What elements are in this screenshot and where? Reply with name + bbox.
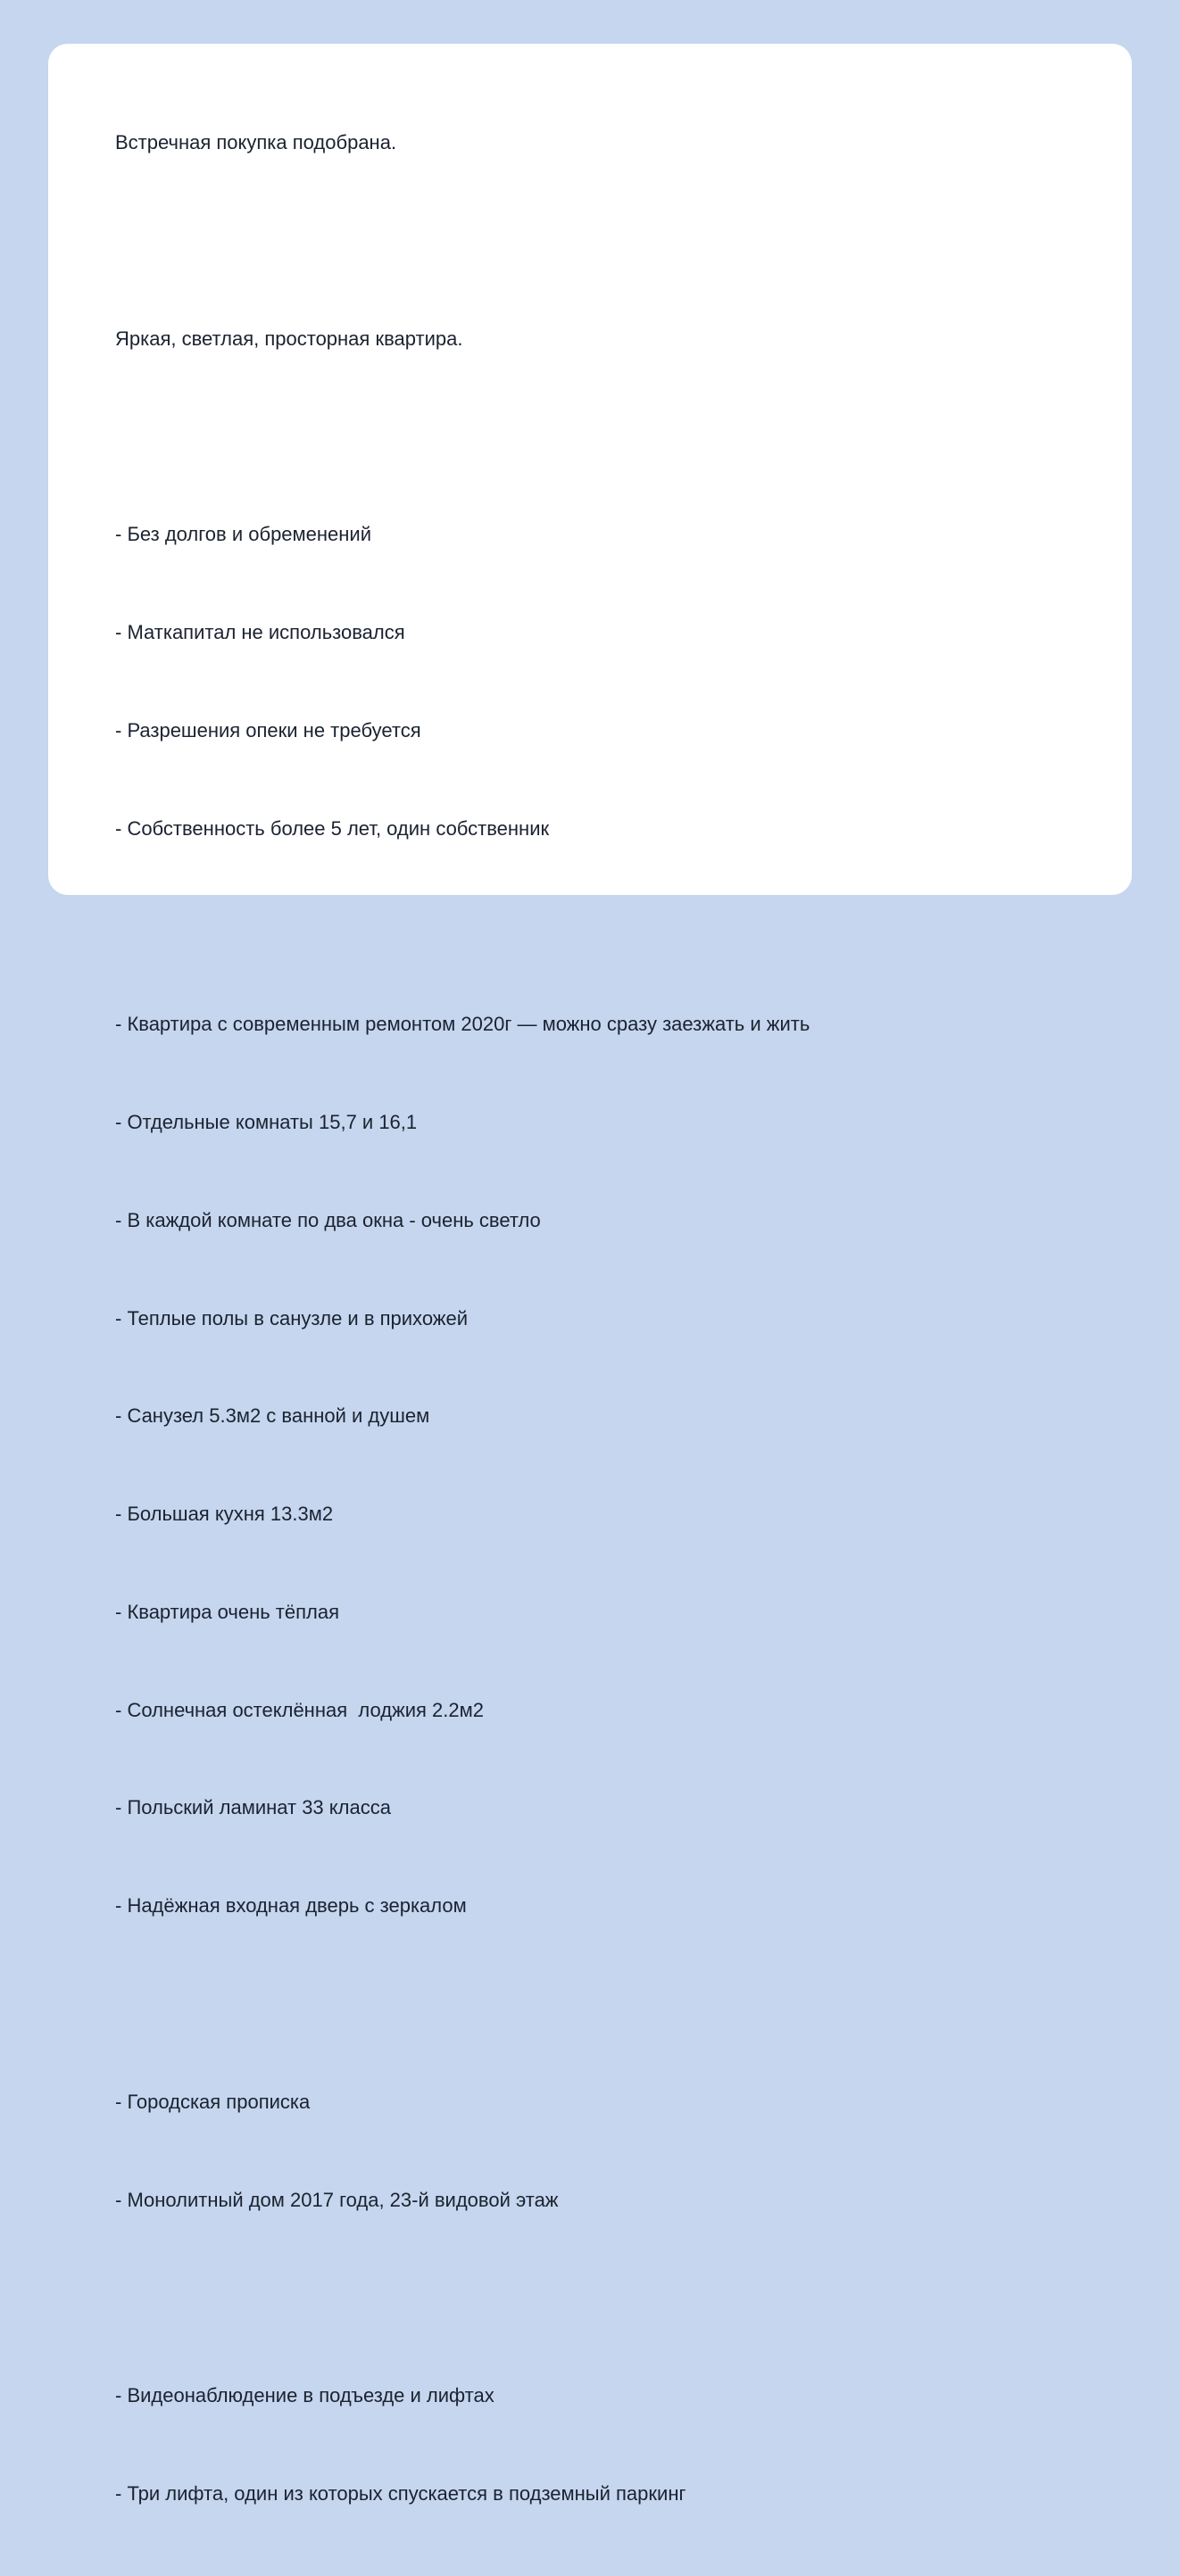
text-line: Встречная покупка подобрана. [115, 131, 397, 154]
list-item: - Квартира очень тёплая [115, 1600, 340, 1623]
list-item: - Квартира с современным ремонтом 2020г — можно сразу заезжать и жить [115, 1013, 810, 1036]
blank-line [115, 225, 1096, 258]
list-item: - Теплые полы в санузле и в прихожей [115, 1306, 469, 1329]
list-item: - Собственность более 5 лет, один собственник [115, 816, 550, 840]
list-item: - Без долгов и обременений [115, 523, 372, 546]
list-item: - Монолитный дом 2017 года, 23-й видовой этаж [115, 2188, 559, 2211]
blank-line [115, 2282, 1096, 2315]
list-item: - Солнечная остеклённая лоджия 2.2м2 [115, 1698, 485, 1721]
list-item: - Польский ламинат 33 класса [115, 1796, 391, 1819]
blank-line [115, 421, 1096, 454]
blank-line [115, 910, 1096, 943]
blank-line [115, 1988, 1096, 2021]
list-item: - Городская прописка [115, 2090, 311, 2113]
list-item: - Надёжная входная дверь с зеркалом [115, 1894, 467, 1918]
listing-description [115, 62, 1096, 2576]
list-item: - Маткапитал не использовался [115, 621, 405, 644]
list-item: - Санузел 5.3м2 с ванной и душем [115, 1404, 430, 1428]
list-item: - Отдельные комнаты 15,7 и 16,1 [115, 1111, 418, 1133]
list-item: - В каждой комнате по два окна - очень светло [115, 1208, 541, 1231]
list-item: - Три лифта, один из которых спускается в подземный паркинг [115, 2481, 686, 2505]
list-item: - Большая кухня 13.3м2 [115, 1503, 334, 1526]
list-item: - Разрешения опеки не требуется [115, 718, 421, 741]
list-item: - Видеонаблюдение в подъезде и лифтах [115, 2384, 494, 2407]
text-line: Яркая, светлая, просторная квартира. [115, 327, 463, 350]
message-card [48, 44, 1132, 2505]
